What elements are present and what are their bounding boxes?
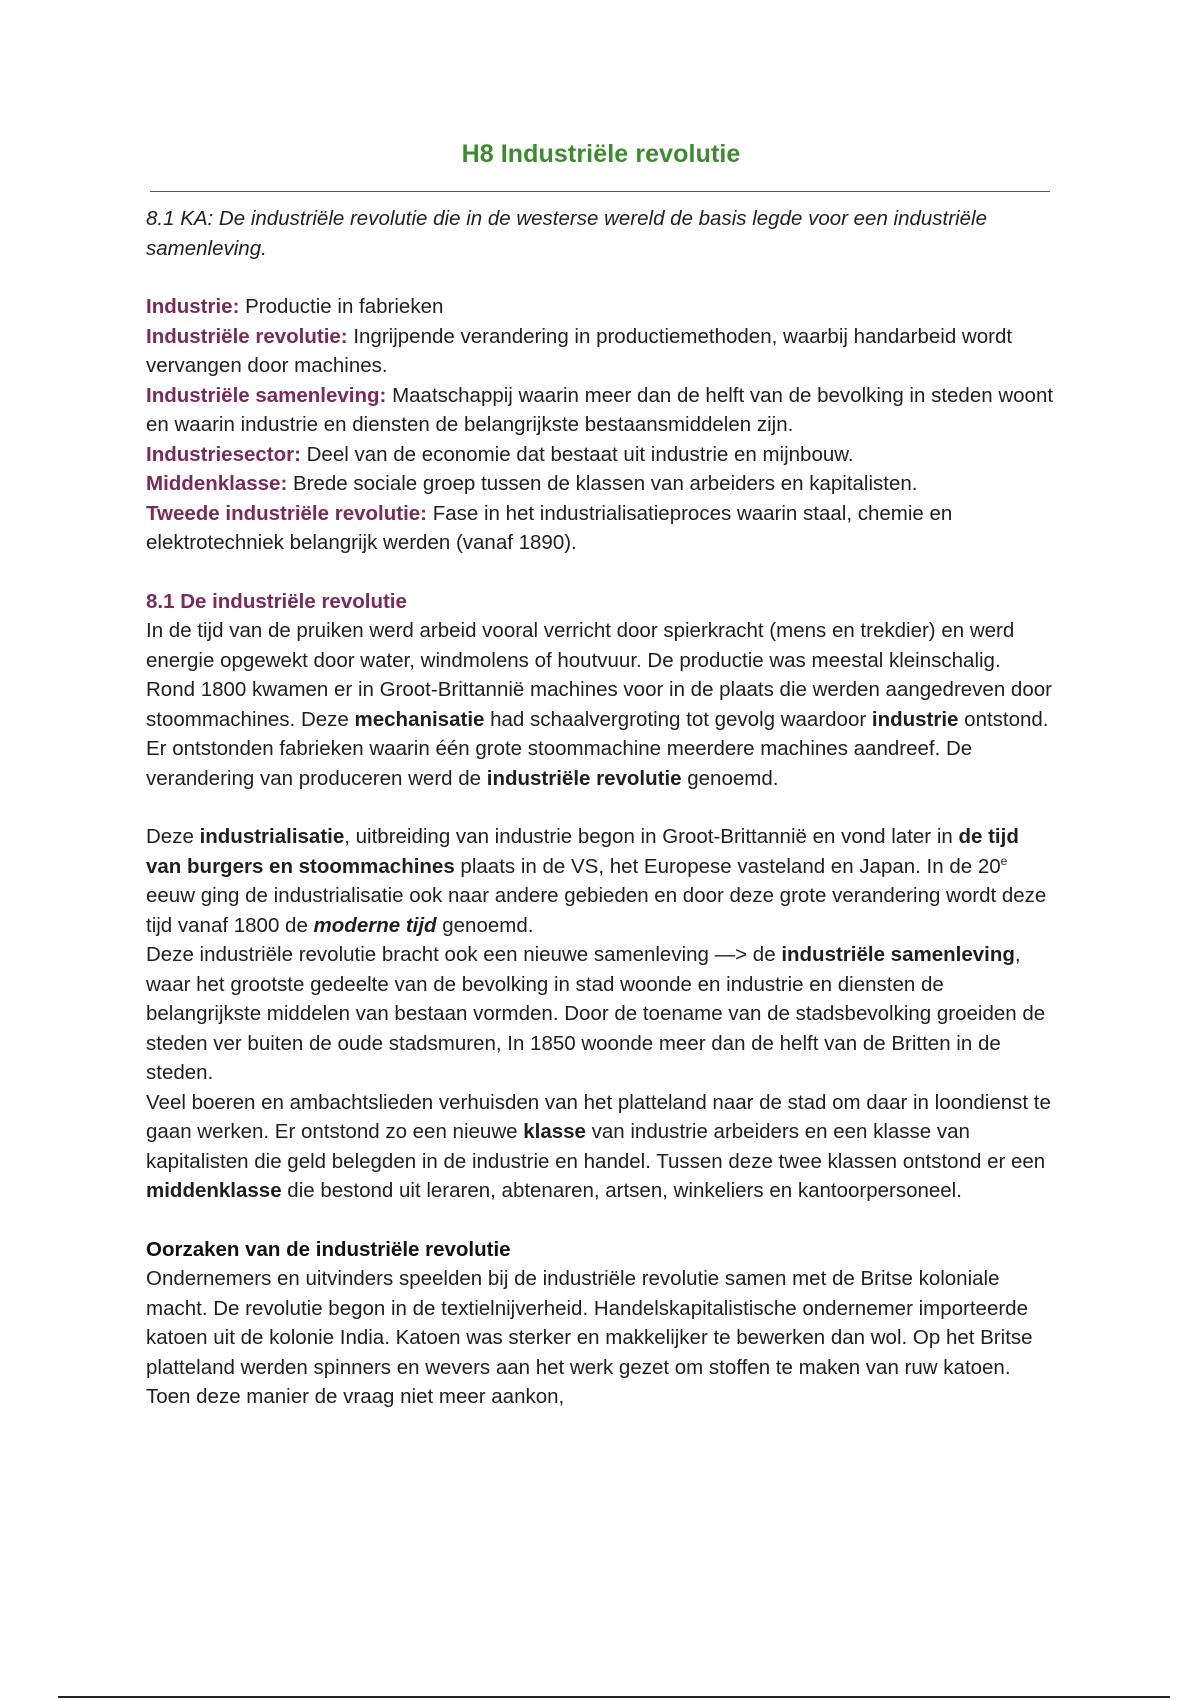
text-run: ontstond. Er ontstonden fabrieken waarin één grote stoommachine meerdere machines aandreef. De verandering van produceren werd de: [146, 707, 1049, 790]
paragraph: [146, 940, 1056, 1088]
paragraph: In de tijd van de pruiken werd arbeid vooral verricht door spierkracht (mens en trekdier) en werd energie opgewekt door water, windmolens of houtvuur. De productie was meestal kleinschalig.: [146, 619, 1015, 672]
definitions-list: [146, 292, 1056, 558]
definition-item: [146, 469, 1056, 499]
paragraph: [146, 822, 1056, 940]
definition-item: [146, 292, 1056, 322]
text-run: plaats in de VS, het Europese vasteland en Japan. In de 20: [454, 854, 1001, 878]
text-run: Rond 1800 kwamen er in Groot-Brittannië machines voor in de plaats die werden aangedreven door stoommachines. Deze: [146, 678, 1052, 731]
bold-term: industrialisatie: [199, 825, 345, 848]
text-run: genoemd.: [681, 766, 779, 790]
definition-text: Brede sociale groep tussen de klassen van arbeiders en kapitalisten.: [287, 472, 918, 495]
bold-term: industriële revolutie: [486, 766, 682, 790]
superscript: e: [1000, 853, 1008, 868]
text-run: Veel boeren en ambachtslieden verhuisden van het platteland naar de stad om daar in loondienst te gaan werken. Er ontstond zo een nieuwe: [146, 1090, 1051, 1143]
spacer: [146, 558, 1056, 587]
bold-term: industrie: [871, 707, 959, 731]
document-page: [146, 140, 1056, 1412]
definition-item: [146, 322, 1056, 381]
definition-term: Industriële revolutie:: [146, 324, 348, 348]
paragraph: Ondernemers en uitvinders speelden bij de industriële revolutie samen met de Britse koloniale macht. De revolutie begon in de textielnijverheid. Handelskapitalistische ondernemer importeerde katoen uit de kolonie India. Katoen was sterker en makkelijker te bewerken dan wol. Op het Britse platteland werden spinners en wevers aan het werk gezet om stoffen te maken van ruw katoen. Toen deze manier de vraag niet meer aankon,: [146, 1267, 1033, 1408]
subsection-heading: Oorzaken van de industriële revolutie: [146, 1237, 511, 1261]
text-run: die bestond uit leraren, abtenaren, artsen, winkeliers en kantoorpersoneel.: [281, 1179, 962, 1202]
text-run: had schaalvergroting tot gevolg waardoor: [484, 707, 872, 731]
page-bottom-divider: [58, 1696, 1170, 1698]
definition-text: Maatschappij waarin meer dan de helft van de bevolking in steden woont en waarin industrie en diensten de belangrijkste bestaansmiddelen zijn.: [146, 383, 1054, 436]
key-aspect: 8.1 KA: De industriële revolutie die in de westerse wereld de basis legde voor een industriële samenleving.: [146, 207, 987, 260]
definition-term: Industrie:: [146, 295, 240, 318]
title-divider: [150, 191, 1050, 192]
definition-text: Productie in fabrieken: [239, 295, 444, 318]
bold-term: industriële samenleving: [781, 943, 1015, 966]
text-run: eeuw ging de industrialisatie ook naar andere gebieden en door deze grote verandering wordt deze tijd vanaf 1800 de: [146, 884, 1047, 937]
section-heading: 8.1 De industriële revolutie: [146, 589, 407, 613]
text-run: , waar het grootste gedeelte van de bevolking in stad woonde en industrie en diensten de belangrijkste middelen van bestaan vormden. Door de toename van de stadsbevolking groeiden de steden ver buiten de oude stadsmuren, In 1850 woonde meer dan de helft van de Britten in de steden.: [146, 943, 1046, 1084]
spacer: [146, 793, 1056, 822]
bold-term: middenklasse: [146, 1179, 282, 1202]
definition-text: Fase in het industrialisatieproces waarin staal, chemie en elektrotechniek belangrijk werden (vanaf 1890).: [146, 501, 953, 554]
bold-term: klasse: [523, 1120, 586, 1143]
definition-item: [146, 440, 1056, 470]
definition-term: Tweede industriële revolutie:: [146, 501, 427, 525]
text-run: genoemd.: [436, 913, 534, 937]
definition-term: Industriële samenleving:: [146, 383, 387, 407]
text-run: Deze: [146, 825, 200, 848]
spacer: [146, 1206, 1056, 1235]
paragraph: [146, 1088, 1056, 1206]
text-run: van industrie arbeiders en een klasse van kapitalisten die geld belegden in de industrie en handel. Tussen deze twee klassen ontstond er een: [146, 1120, 1046, 1173]
definition-term: Middenklasse:: [146, 472, 288, 495]
definition-term: Industriesector:: [146, 442, 301, 466]
paragraph: [146, 675, 1056, 793]
definition-item: [146, 499, 1056, 558]
bold-italic-term: moderne tijd: [313, 913, 437, 937]
text-run: , uitbreiding van industrie begon in Groot-Brittannië en vond later in: [344, 825, 959, 848]
text-run: Deze industriële revolutie bracht ook een nieuwe samenleving —> de: [146, 943, 782, 966]
definition-text: Deel van de economie dat bestaat uit industrie en mijnbouw.: [300, 442, 854, 466]
spacer: [146, 263, 1056, 292]
page-title: H8 Industriële revolutie: [461, 140, 741, 168]
definition-item: [146, 381, 1056, 440]
definition-text: Ingrijpende verandering in productiemethoden, waarbij handarbeid wordt vervangen door machines.: [146, 324, 1013, 377]
bold-term: mechanisatie: [354, 707, 485, 731]
bold-term: de tijd van burgers en stoommachines: [146, 825, 1019, 878]
